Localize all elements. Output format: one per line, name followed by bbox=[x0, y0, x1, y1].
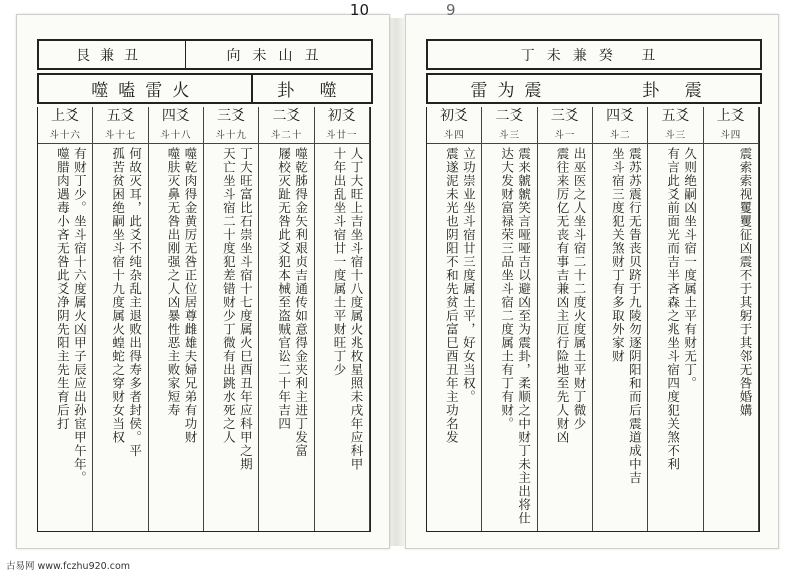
line-text: 噬乾肉得金黄厉无咎正位居尊雌雄夫婦兄弟有功财 噬肤灭鼻无咎出刚强之人凶暴性恶主败家短寿 bbox=[165, 147, 198, 444]
line-column bbox=[704, 107, 759, 531]
line-column bbox=[482, 107, 537, 531]
line-label: 三爻 bbox=[217, 108, 246, 124]
line-text: 震索索视矍矍征凶震不于其躬于其邻无咎婚媾 bbox=[737, 147, 753, 417]
line-column bbox=[315, 107, 370, 531]
extra-text-line: 坐斗宿三度犯关煞财丁有多取外家财 bbox=[610, 147, 626, 363]
line-label: 二爻 bbox=[495, 108, 524, 124]
line-sub-label: 斗十六 bbox=[49, 130, 81, 141]
line-column bbox=[93, 107, 148, 531]
line-column-header bbox=[204, 107, 258, 144]
line-column-header bbox=[38, 107, 92, 144]
header-row-direction bbox=[37, 39, 373, 70]
book-spine bbox=[388, 18, 404, 546]
line-sub-label: 斗二十 bbox=[270, 130, 303, 141]
line-column-header bbox=[704, 107, 758, 144]
extra-text-line: 噬腊肉遇毒小吝无咎此爻净阴先阳主先生育后打 bbox=[55, 147, 71, 431]
line-sub-label: 斗十八 bbox=[160, 130, 192, 141]
line-sub-label: 斗二 bbox=[609, 130, 631, 141]
line-label: 初爻 bbox=[440, 108, 469, 124]
right-page bbox=[405, 1, 779, 549]
line-text: 立功崇业坐斗宿廿三度属土平，好女当权。 震遂泥未光也阴阳不和先贫后富巳酉丑年主功名发 bbox=[444, 147, 477, 444]
line-columns bbox=[426, 107, 760, 532]
line-column bbox=[204, 107, 259, 531]
line-sub-label: 斗十九 bbox=[215, 130, 247, 141]
hexagram-name: 雷为震 bbox=[470, 81, 552, 101]
line-text: 丁大旺富比石崇坐斗宿十七度属火巳酉丑年应科甲之期 天亡坐斗宿二十度犯差错财少丁微有出跳水死之人 bbox=[221, 147, 254, 471]
line-column-header bbox=[427, 107, 481, 144]
line-column-header bbox=[259, 107, 313, 144]
line-sub-label: 斗一 bbox=[554, 130, 576, 141]
line-label: 二爻 bbox=[272, 108, 301, 124]
header-row-hexagram bbox=[37, 73, 373, 104]
extra-text-line: 达大发财富禄荣三品坐斗宿二度属土有丁有财。 bbox=[499, 147, 515, 431]
header-cell-direction: 丁未兼癸 丑 bbox=[520, 47, 668, 64]
line-sub-label: 斗四 bbox=[720, 130, 742, 141]
extra-text-line: 孤苦贫困绝嗣坐斗宿十九度属火蝗蛇之穿财女当权 bbox=[110, 147, 126, 444]
line-sub-label: 斗三 bbox=[664, 130, 686, 141]
header-cell-jian: 艮兼丑 bbox=[39, 41, 186, 68]
extra-text-line: 十年出乱坐斗宿廿一度属土平财旺丁少 bbox=[331, 147, 347, 377]
line-text: 久则绝嗣凶坐斗宿一度属土平有财无丁。 有言此爻前面光而吉半吝森之兆坐斗宿四度犯关煞不利 bbox=[665, 147, 698, 471]
header-row-hexagram bbox=[426, 73, 762, 104]
extra-text-line: 噬肤灭鼻无咎出刚强之人凶暴性恶主败家短寿 bbox=[165, 147, 181, 417]
line-column-header bbox=[648, 107, 702, 144]
line-text: 噬乾胏得金矢利艰贞吉通传如意得金夹利主进丁发富 屦校灭趾无咎此爻犯本械至盗贼官讼二十年吉四 bbox=[276, 147, 309, 458]
line-column-header bbox=[93, 107, 147, 144]
line-label: 五爻 bbox=[106, 108, 135, 124]
line-sub-label: 斗十七 bbox=[104, 130, 137, 141]
line-column bbox=[149, 107, 204, 531]
line-column bbox=[259, 107, 314, 531]
line-label: 三爻 bbox=[550, 108, 579, 124]
line-text: 震来虩虩笑言哑哑吉以避凶至为震卦，柔顺之中财丁未主出将仕 达大发财富禄荣三品坐斗宿二度属土有丁有财。 bbox=[499, 147, 532, 525]
line-column bbox=[38, 107, 93, 531]
extra-text-line: 天亡坐斗宿二十度犯差错财少丁微有出跳水死之人 bbox=[221, 147, 237, 444]
line-column bbox=[648, 107, 703, 531]
left-page bbox=[16, 1, 390, 549]
site-watermark: 古易网 www.fczhu920.com bbox=[6, 561, 131, 572]
extra-text-line: 有言此爻前面光而吉半吝森之兆坐斗宿四度犯关煞不利 bbox=[665, 147, 681, 471]
line-text: 出巫医之人坐斗宿二十二度火度属土平财丁微少 震往来厉亿无丧有事吉兼凶主厄行险地至先人财凶 bbox=[554, 147, 587, 444]
extra-text-line: 震遂泥未光也阴阳不和先贫后富巳酉丑年主功名发 bbox=[444, 147, 460, 444]
line-label: 五爻 bbox=[661, 108, 690, 124]
line-column-header bbox=[593, 107, 647, 144]
line-text: 震苏苏震行无眚丧贝跻于九陵勿逐阴阳和而后震道成中吉 坐斗宿三度犯关煞财丁有多取外家财 bbox=[610, 147, 643, 485]
line-sub-label: 斗廿一 bbox=[326, 130, 358, 141]
line-text: 人丁大旺上吉坐斗宿十八度属火兆枚星照未戌年应科甲 十年出乱坐斗宿廿一度属土平财旺丁少 bbox=[331, 147, 364, 471]
page-number: 10 bbox=[349, 1, 369, 19]
line-columns bbox=[37, 107, 371, 532]
line-sub-label: 斗四 bbox=[443, 130, 465, 141]
line-text: 何故灭耳，此爻不纯杂乱主退败出得寿多者封侯。平 孤苦贫困绝嗣坐斗宿十九度属火蝗蛇之穿财女当权 bbox=[110, 147, 143, 458]
line-column bbox=[427, 107, 482, 531]
line-label: 四爻 bbox=[606, 108, 635, 124]
extra-text-line: 震往来厉亿无丧有事吉兼凶主厄行险地至先人财凶 bbox=[554, 147, 570, 444]
hexagram-gua-label: 卦 噬 bbox=[277, 81, 347, 101]
line-column-header bbox=[482, 107, 536, 144]
line-column bbox=[538, 107, 593, 531]
hexagram-name: 噬嗑雷火 bbox=[91, 81, 200, 101]
line-label: 初爻 bbox=[327, 108, 356, 124]
line-label: 上爻 bbox=[716, 108, 745, 124]
line-label: 四爻 bbox=[161, 108, 190, 124]
extra-text-line: 屦校灭趾无咎此爻犯本械至盗贼官讼二十年吉四 bbox=[276, 147, 292, 431]
line-column-header bbox=[315, 107, 369, 144]
page-number: 9 bbox=[446, 1, 456, 19]
line-label: 上爻 bbox=[51, 108, 80, 124]
header-row-direction bbox=[426, 39, 762, 70]
hexagram-gua-label: 卦 震 bbox=[642, 81, 712, 101]
line-column-header bbox=[538, 107, 592, 144]
line-sub-label: 斗三 bbox=[498, 130, 520, 141]
line-text: 有财丁少。坐斗宿十六度属火凶甲子辰应出孙宦甲午年。 噬腊肉遇毒小吝无咎此爻净阴先阳主先生育后打 bbox=[55, 147, 88, 485]
line-column bbox=[593, 107, 648, 531]
header-cell-direction: 向未山丑 bbox=[226, 47, 331, 64]
line-column-header bbox=[149, 107, 203, 144]
